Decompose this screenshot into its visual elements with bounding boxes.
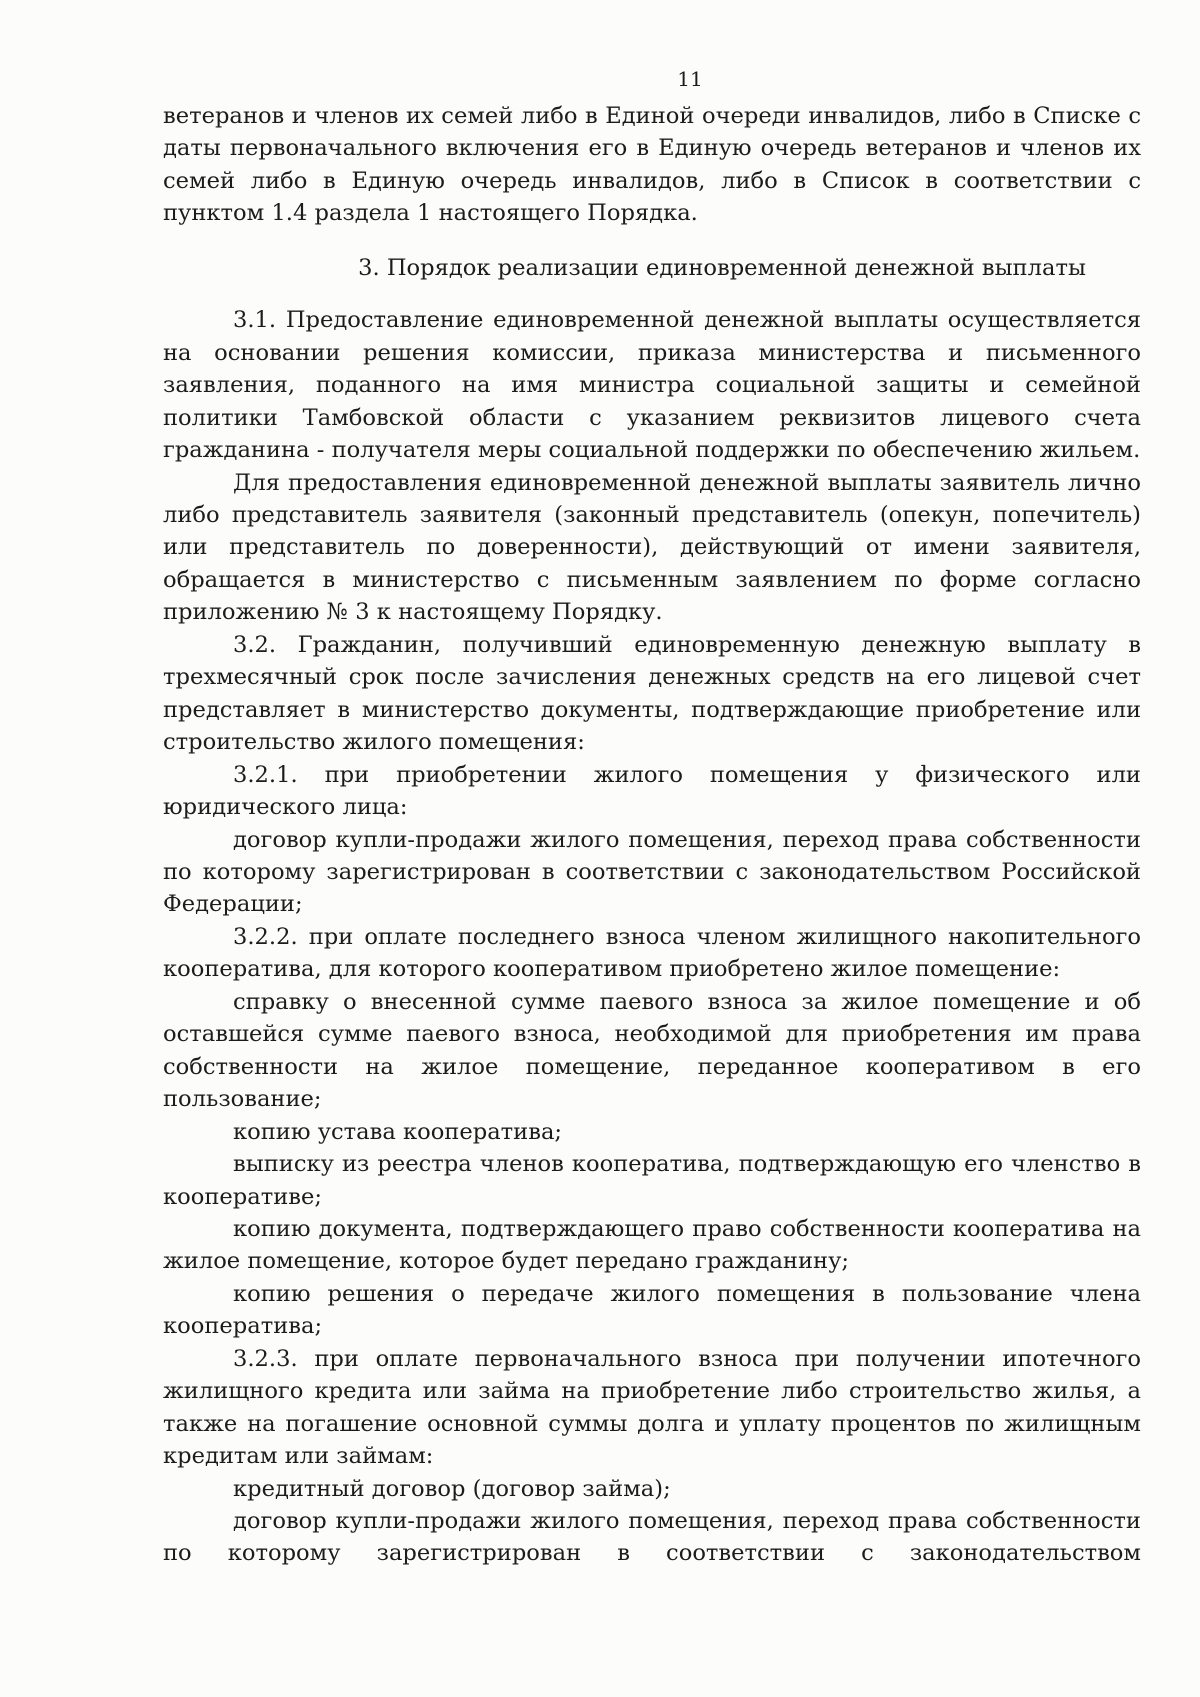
paragraph-3-2-2: 3.2.2. при оплате последнего взноса членом жилищного накопительного кооператива, для которого кооперативом приобретено жилое помещение: <box>163 923 1141 983</box>
list-item: кредитный договор (договор займа); <box>233 1475 671 1502</box>
list-item: справку о внесенной сумме паевого взноса за жилое помещение и об оставшейся сумме паевого взноса, необходимой для приобретения им права собственности на жилое помещение, переданное кооперативом в его пользование; <box>163 988 1141 1113</box>
list-item: копию устава кооператива; <box>233 1118 563 1145</box>
paragraph-3-2-3: 3.2.3. при оплате первоначального взноса при получении ипотечного жилищного кредита или займа на приобретение либо строительство жилья, а также на погашение основной суммы долга и уплату процентов по жилищным кредитам или займам: <box>163 1345 1141 1470</box>
paragraph-application: Для предоставления единовременной денежной выплаты заявитель лично либо представитель заявителя (законный представитель (опекун, попечитель) или представитель по доверенности), действующий от имени заявителя, обращается в министерство с письменным заявлением по форме согласно приложению № 3 к настоящему Порядку. <box>163 469 1141 626</box>
page-number: 11 <box>677 67 703 91</box>
list-item: копию документа, подтверждающего право собственности кооператива на жилое помещение, которое будет передано гражданину; <box>163 1215 1141 1275</box>
paragraph-3-1: 3.1. Предоставление единовременной денежной выплаты осуществляется на основании решения комиссии, приказа министерства и письменного заявления, поданного на имя министра социальной защиты и семейной политики Тамбовской области с указанием реквизитов лицевого счета гражданина - получателя меры социальной поддержки по обеспечению жильем. <box>163 307 1141 464</box>
section-heading: 3. Порядок реализации единовременной денежной выплаты <box>358 254 1086 281</box>
list-item: выписку из реестра членов кооператива, подтверждающую его членство в кооперативе; <box>163 1151 1141 1210</box>
paragraph-3-2: 3.2. Гражданин, получивший единовременную денежную выплату в трехмесячный срок после зачисления денежных средств на его лицевой счет представляет в министерство документы, подтверждающие приобретение или строительство жилого помещения: <box>163 631 1141 756</box>
list-item: договор купли-продажи жилого помещения, переход права собственности по которому зарегистрирован в соответствии с законодательством <box>163 1508 1141 1567</box>
paragraph-continuation: ветеранов и членов их семей либо в Единой очереди инвалидов, либо в Списке с даты первоначального включения его в Единую очередь ветеранов и членов их семей либо в Единую очередь инвалидов, либо в Список в соответствии с пунктом 1.4 раздела 1 настоящего Порядка. <box>163 103 1141 227</box>
paragraph-3-2-1: 3.2.1. при приобретении жилого помещения у физического или юридического лица: <box>163 761 1141 821</box>
document-body <box>163 100 1141 1570</box>
list-item: копию решения о передаче жилого помещения в пользование члена кооператива; <box>163 1280 1141 1340</box>
list-item: договор купли-продажи жилого помещения, переход права собственности по которому зарегистрирован в соответствии с законодательством Российской Федерации; <box>163 826 1141 918</box>
